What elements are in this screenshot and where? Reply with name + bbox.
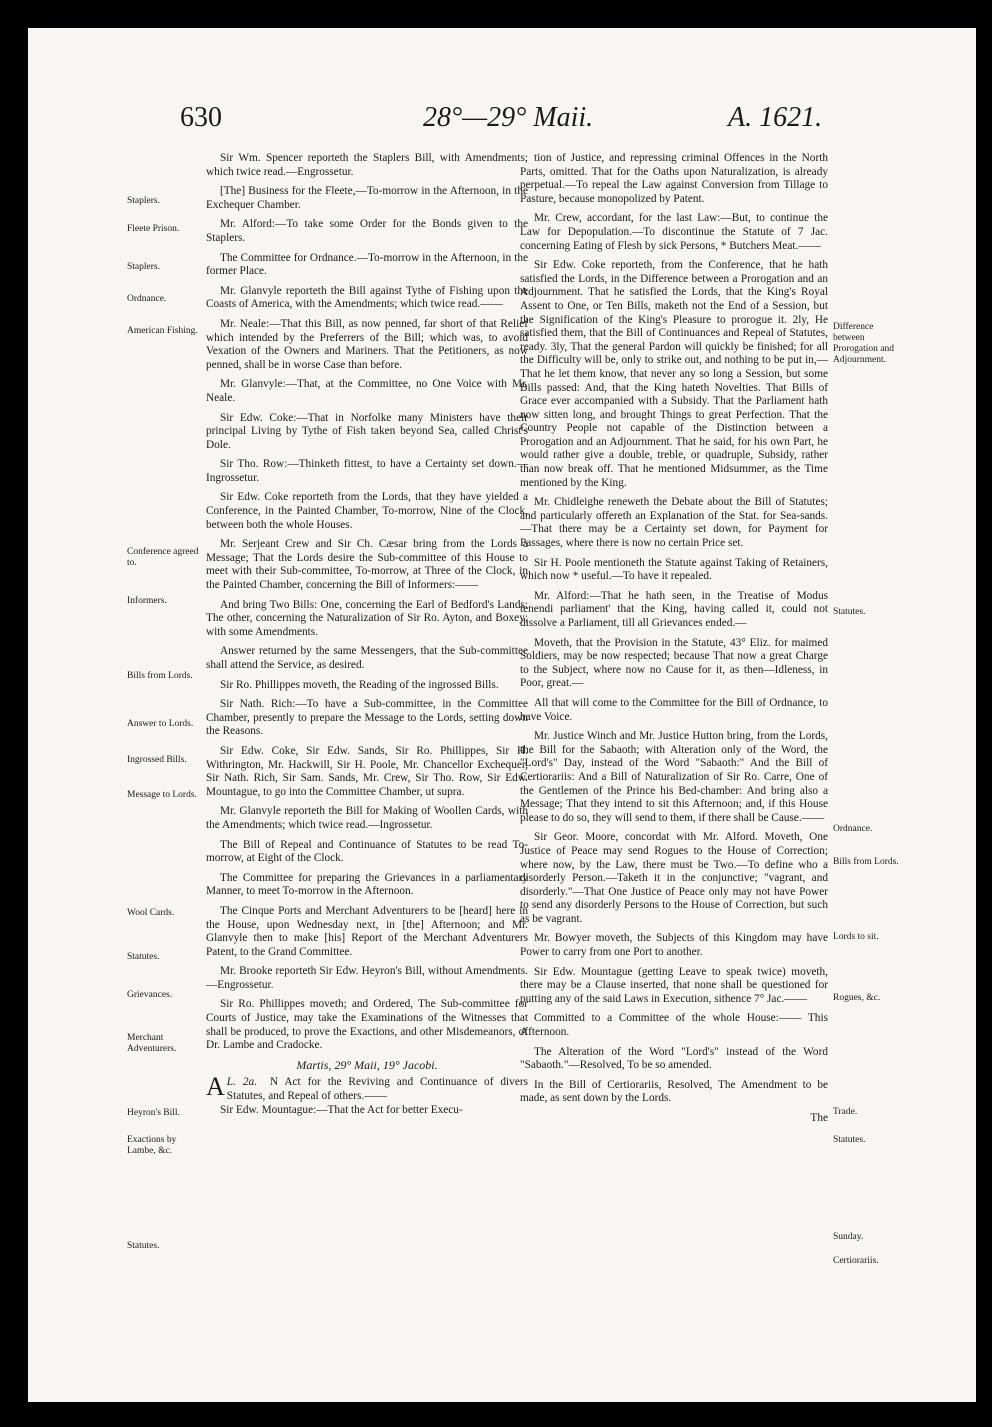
right-paragraph: All that will come to the Committee for the Bill of Ordnance, to have Voice. xyxy=(520,696,828,723)
left-paragraph: Mr. Glanvyle reporteth the Bill against Tythe of Fishing upon the Coasts of America, with the Amendments; which twice read.—— xyxy=(206,284,528,311)
right-paragraph: Mr. Chidleighe reneweth the Debate about the Bill of Statutes; and particularly offereth an Explanation of the Stat. for Sea-sands.—That there may be a Certainty set down, for Payment for Passages, where there is now no certain Price set. xyxy=(520,496,828,550)
margin-note: Fleete Prison. xyxy=(127,224,180,234)
right-paragraph: Mr. Bowyer moveth, the Subjects of this Kingdom may have Power to carry from one Port to another. xyxy=(520,932,828,959)
left-paragraph: The Cinque Ports and Merchant Adventurers to be [heard] here in the House, upon Wednesday next, in [the] Afternoon; and Mr. Glanvyle then to make [his] Report of the Merchant Adventurers Patent, to the Grand Committee. xyxy=(206,904,528,958)
left-column xyxy=(206,152,528,1123)
left-paragraph: Sir Nath. Rich:—To have a Sub-committee, in the Committee Chamber, presently to prepare the Message to the Lords, setting down the Reasons. xyxy=(206,698,528,738)
page-year: A. 1621. xyxy=(728,102,823,133)
right-paragraph: Sir Edw. Coke reporteth, from the Conference, that he hath satisfied the Lords, in the Difference between a Prorogation and an Adjournment. That he satisfied the Lords, that the King's Royal Assent to One, or Ten Bills, maketh not the End of a Session, but the Signification of the King's Pleasure to prorogue it. 2ly, He satisfied them, that the Bill of Continuances and Repeal of Statutes, ready. 3ly, That the general Pardon will quickly be finished; for all the Difficulty will be, only to strike out, and nothing to be put in,—That he let them know, that never any so long a Session, but some Bills passed: And, that the King hateth Novelties. That Bills of Grace ever accompanied with a Subsidy. That the Parliament hath now sitten long, and brought Things to great Perfection. That the Country People not capable of the Distinction between a Prorogation and an Adjournment. That he said, for his own Part, he would rather give a double, treble, or quadruple, Subsidy, rather than now break off. That he mentioned Midsummer, as the Time mentioned by the King. xyxy=(520,259,828,489)
margin-note: Staplers. xyxy=(127,262,160,272)
left-paragraph: Mr. Glanvyle reporteth the Bill for Making of Woollen Cards, with the Amendments; which twice read.—Ingrossetur. xyxy=(206,805,528,831)
right-paragraph: Sir Geor. Moore, concordat with Mr. Alford. Moveth, One Justice of Peace may send Rogues to the House of Correction; where now, by the Law, there must be Two.—To define who a disorderly Person.—Taketh it in the conjunctive; "vagrant, and disorderly."—That One Justice of Peace only may not have Power to send any disorderly Persons to the House of Correction, but such as be vagrant. xyxy=(520,831,828,925)
margin-note: Ordnance. xyxy=(127,294,167,304)
left-paragraph: Mr. Brooke reporteth Sir Edw. Heyron's Bill, without Amendments.—Engrossetur. xyxy=(206,965,528,991)
left-paragraph: [The] Business for the Fleete,—To-morrow in the Afternoon, in the Exchequer Chamber. xyxy=(206,185,528,211)
left-paragraph: Sir Ro. Phillippes moveth, the Reading of the ingrossed Bills. xyxy=(220,678,499,691)
right-paragraph: Moveth, that the Provision in the Statute, 43° Eliz. for maimed Soldiers, may be now respected; because That now a great Charge to the Subject, where now no Cause for it, as then—Idleness, in Poor, great.— xyxy=(520,636,828,690)
catchword: The xyxy=(810,1112,828,1124)
margin-note: Sunday. xyxy=(833,1232,864,1242)
left-paragraph: The Bill of Repeal and Continuance of Statutes to be read To-morrow, at Eight of the Clock. xyxy=(206,838,528,865)
margin-note: Rogues, &c. xyxy=(833,993,881,1003)
right-paragraph: In the Bill of Certiorariis, Resolved, The Amendment to be made, as sent down by the Lords. xyxy=(520,1078,828,1105)
left-paragraph: The Committee for preparing the Grievances in a parliamentary Manner, to meet To-morrow in the Afternoon. xyxy=(206,871,528,898)
left-paragraph: Mr. Alford:—To take some Order for the Bonds given to the Staplers. xyxy=(206,218,528,244)
margin-note: Lords to sit. xyxy=(833,932,879,942)
margin-note: Statutes. xyxy=(127,952,160,962)
margin-note: Bills from Lords. xyxy=(127,671,193,681)
page-header xyxy=(28,102,976,142)
right-paragraph: Committed to a Committee of the whole House:—— This Afternoon. xyxy=(520,1012,828,1039)
margin-note: Statutes. xyxy=(833,607,866,617)
margin-note: Grievances. xyxy=(127,990,173,1000)
right-paragraph: tion of Justice, and repressing criminal Offences in the North Parts, omitted. That for the Oaths upon Naturalization, is already perpetual.—To repeal the Law against Conversion from Tillage to Pasture, because monopolized by Patent. xyxy=(520,152,828,205)
margin-note: Bills from Lords. xyxy=(833,857,899,867)
session-heading: Martis, 29° Maii, 19° Jacobi. xyxy=(296,1057,438,1072)
right-paragraph: Mr. Justice Winch and Mr. Justice Hutton bring, from the Lords, the Bill for the Sabaoth; with Alteration only of the Word, the "Lord's" Day, instead of the Word "Sabaoth:" And the Bill of Certiorariis: And a Bill of Naturalization of Sir Ro. Carre, One of the Gentlemen of the Prince his Bed-chamber: And bring also a Message; That they intend to sit this Afternoon; and, if this House please to do so, they will send to them, if there shall be Cause.—— xyxy=(520,730,828,824)
left-paragraph: Answer returned by the same Messengers, that the Sub-committee shall attend the Service, as desired. xyxy=(206,645,528,671)
margin-note: Certiorariis. xyxy=(833,1256,879,1266)
right-paragraph: Mr. Alford:—That he hath seen, in the Treatise of Modus tenendi parliament' that the King, having called it, could not dissolve a Parliament, till all Grievances ended.— xyxy=(520,589,828,629)
margin-note: Statutes. xyxy=(833,1135,866,1145)
left-paragraph: Sir Edw. Coke reporteth from the Lords, that they have yielded a Conference, in the Painted Chamber, To-morrow, Nine of the Clock, between both the whole Houses. xyxy=(206,491,528,531)
left-paragraph: Mr. Serjeant Crew and Sir Ch. Cæsar bring from the Lords a Message; That the Lords desire the Sub-committee of this House to meet with their Sub-committee, To-morrow, at Three of the Clock, in the Painted Chamber, concerning the Bill of Informers:—— xyxy=(206,538,528,592)
margin-note: Conference agreed to. xyxy=(127,547,199,568)
margin-note: Statutes. xyxy=(127,1241,160,1251)
left-paragraph: Sir Edw. Coke:—That in Norfolke many Ministers have their principal Living by Tythe of Fish taken beyond Sea, called Christ's Dole. xyxy=(206,411,528,451)
right-paragraph: Sir Edw. Mountague (getting Leave to speak twice) moveth, there may be a Clause inserted, that none shall be questioned for putting any of the said Laws in Execution, sithence 7° Jac.—— xyxy=(520,965,828,1005)
left-paragraph: Mr. Neale:—That this Bill, as now penned, far short of that Relief which intended by the Preferrers of the Bill; which was, to avoid Vexation of the Owners and Mariners. That the Petitioners, as now penned, shall be in worse Case than before. xyxy=(206,317,528,371)
left-paragraph: And bring Two Bills: One, concerning the Earl of Bedford's Lands: The other, concerning the Naturalization of Sir Ro. Ayton, and Boxey; with some Amendments. xyxy=(206,598,528,638)
left-paragraph: Mr. Glanvyle:—That, at the Committee, no One Voice with Mr. Neale. xyxy=(206,378,528,404)
left-paragraph: Sir Edw. Coke, Sir Edw. Sands, Sir Ro. Phillippes, Sir H. Withrington, Mr. Hackwill, Sir H. Poole, Mr. Chancellor Exchequer, Sir Nath. Rich, Sir Sam. Sands, Mr. Crew, Sir Tho. Row, Sir Edw. Mountague, to go into the Committee Chamber, ut supra. xyxy=(206,744,528,798)
margin-note: Message to Lords. xyxy=(127,790,197,800)
margin-note: American Fishing. xyxy=(127,326,198,336)
act-number: L. 2a. xyxy=(226,1076,257,1089)
right-paragraph: Mr. Crew, accordant, for the last Law:—But, to continue the Law for Depopulation.—To discontinue the Statute of 7 Jac. concerning Eating of Flesh by sick Persons, * Butchers Meat.—— xyxy=(520,212,828,252)
margin-note: Wool Cards. xyxy=(127,908,175,918)
page-date: 28°—29° Maii. xyxy=(423,102,594,133)
margin-note: Trade. xyxy=(833,1107,858,1117)
left-paragraph: The Committee for Ordnance.—To-morrow in the Afternoon, in the former Place. xyxy=(206,251,528,278)
left-paragraph: Sir Ro. Phillippes moveth; and Ordered, The Sub-committee for Courts of Justice, may take the Examinations of the Witnesses that shall be produced, to prove the Exactions, and other Misdemeanors, of Dr. Lambe and Cradocke. xyxy=(206,998,528,1052)
margin-note: Ingrossed Bills. xyxy=(127,755,187,765)
margin-note: Merchant Adventurers. xyxy=(127,1033,177,1054)
left-paragraph: Sir Tho. Row:—Thinketh fittest, to have a Certainty set down.—Ingrossetur. xyxy=(206,458,528,484)
right-column xyxy=(520,152,828,1126)
margin-note: Ordnance. xyxy=(833,824,873,834)
act-initial: A xyxy=(206,1072,225,1102)
margin-note: Answer to Lords. xyxy=(127,719,194,729)
margin-note: Exactions by Lambe, &c. xyxy=(127,1135,177,1156)
document-page xyxy=(28,28,976,1402)
act-text: N Act for the Reviving and Continuance of divers Statutes, and Repeal of others.—— xyxy=(226,1076,528,1103)
margin-note: Staplers. xyxy=(127,196,160,206)
act-entry xyxy=(206,1072,528,1103)
right-paragraph: The Alteration of the Word "Lord's" instead of the Word "Sabaoth."—Resolved, To be so amended. xyxy=(520,1045,828,1072)
left-paragraph: Sir Wm. Spencer reporteth the Staplers Bill, with Amendments; which twice read.—Engrossetur. xyxy=(206,152,528,178)
act-follow: Sir Edw. Mountague:—That the Act for better Execu- xyxy=(220,1103,463,1116)
page-number: 630 xyxy=(180,102,222,133)
margin-note: Informers. xyxy=(127,596,167,606)
margin-note: Heyron's Bill. xyxy=(127,1108,180,1118)
right-paragraph: Sir H. Poole mentioneth the Statute against Taking of Retainers, which now * useful.—To have it repealed. xyxy=(520,556,828,583)
margin-note: Difference between Prorogation and Adjournment. xyxy=(833,322,894,365)
